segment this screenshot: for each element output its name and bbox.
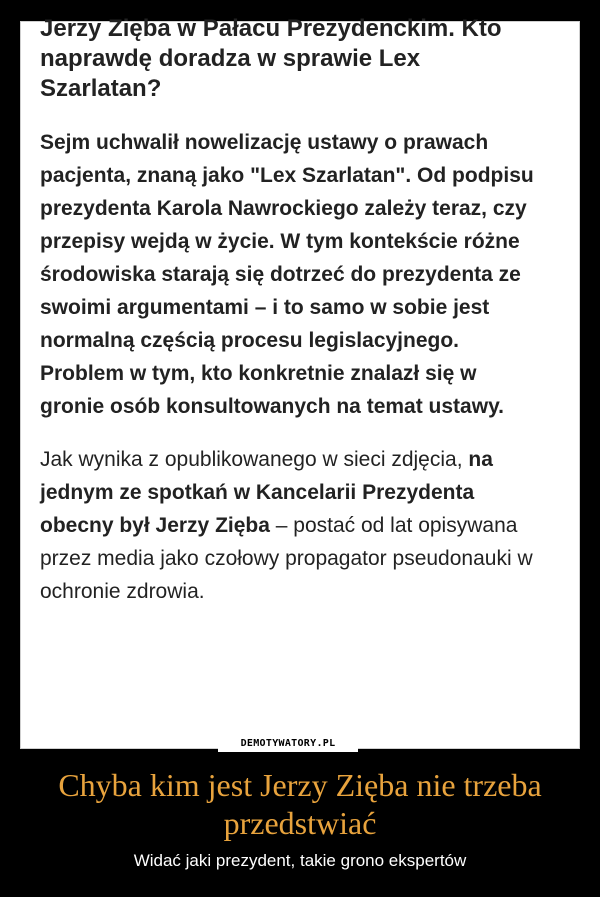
article-headline: Jerzy Zięba w Pałacu Prezydenckim. Kto naprawdę doradza w sprawie Lex Szarlatan? xyxy=(40,15,502,102)
site-watermark: DEMOTYWATORY.PL xyxy=(218,736,358,752)
caption-title: Chyba kim jest Jerzy Zięba nie trzeba przedstwiać xyxy=(58,767,542,841)
article-screenshot xyxy=(40,14,540,608)
article-body-part1: Jak wynika z opublikowanego w sieci zdjęcia, xyxy=(40,448,469,471)
article-body xyxy=(40,443,540,608)
article-body-bold: na jednym ze spotkań w Kancelarii Prezydenta obecny był Jerzy Zięba xyxy=(40,448,493,537)
caption-subtitle: Widać jaki prezydent, takie grono ekspertów xyxy=(133,851,467,870)
article-lead: Sejm uchwalił nowelizację ustawy o prawach pacjenta, znaną jako "Lex Szarlatan". Od podpisu prezydenta Karola Nawrockiego zależy teraz, czy przepisy wejdą w życie. W tym kontekście różne środowiska starają się dotrzeć do prezydenta ze swoimi argumentami – i to samo w sobie jest normalną częścią procesu legislacyjnego. Problem w tym, kto konkretnie znalazł się w gronie osób konsultowanych na temat ustawy. xyxy=(40,131,534,418)
article-body-part2: – postać od lat opisywana przez media jako czołowy propagator pseudonauki w ochronie zdrowia. xyxy=(40,514,533,603)
